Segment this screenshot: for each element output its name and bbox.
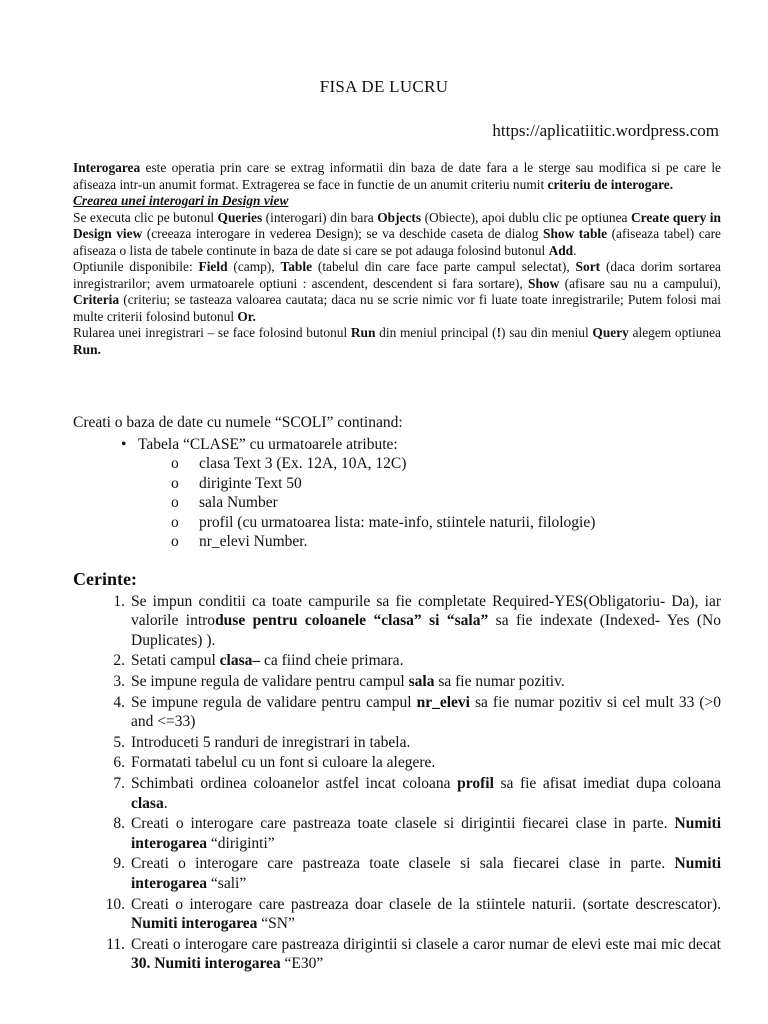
requirements-heading: Cerinte: — [73, 569, 137, 589]
requirement-number: 10. — [105, 895, 125, 913]
requirement-number: 4. — [113, 693, 125, 711]
create-database-section — [73, 413, 721, 552]
requirement-number: 5. — [113, 733, 125, 751]
sub-bullet-glyph: o — [171, 455, 179, 472]
requirement-fragment: sa fie numar pozitiv si cel mult 33 (>0 and <=33) — [131, 693, 721, 731]
attribute-item — [171, 532, 721, 552]
term-show-table: Show table — [543, 226, 608, 241]
requirement-emphasis: clasa– — [219, 652, 261, 670]
requirement-item — [73, 672, 721, 692]
requirement-emphasis: nr_elevi — [416, 693, 470, 711]
requirement-item — [73, 753, 721, 773]
term-query: Query — [592, 325, 629, 340]
requirement-fragment: “SN” — [257, 915, 295, 933]
text-fragment: (criteriu; se tasteaza valoarea cautata; daca nu se scrie nimic vor fi luate toate inregistrarile; Putem folosi mai multe criterii folosind butonul — [73, 292, 721, 324]
text-fragment: Rularea unei inregistrari – se face folosind butonul — [73, 325, 351, 340]
term-show: Show — [528, 275, 560, 291]
attribute-text: clasa Text 3 (Ex. 12A, 10A, 12C) — [199, 455, 407, 472]
term-create-query: Create query in Design view — [73, 209, 721, 241]
requirement-emphasis: 30. Numiti interogarea — [131, 955, 281, 973]
text-fragment: (camp), — [227, 259, 281, 274]
term-interogarea: Interogarea — [73, 160, 141, 175]
requirement-text — [131, 651, 721, 671]
requirement-fragment: Introduceti 5 randuri de inregistrari in tabela. — [131, 733, 411, 751]
document-title: FISA DE LUCRU — [319, 77, 449, 96]
requirement-emphasis: Numiti interogarea — [131, 855, 721, 892]
sub-bullet-glyph: o — [171, 533, 179, 551]
table-bullet — [121, 435, 721, 455]
requirements-list — [73, 592, 721, 974]
intro-section — [73, 160, 721, 358]
requirement-item — [73, 651, 721, 671]
requirement-emphasis: sala — [408, 672, 435, 690]
text-fragment: (Obiecte), apoi dublu clic pe optiunea — [421, 209, 631, 225]
requirement-text — [131, 592, 721, 651]
requirement-text — [131, 753, 721, 773]
requirement-item — [73, 854, 721, 893]
requirement-text — [131, 774, 721, 813]
text-fragment: alegem optiunea — [628, 325, 722, 340]
term-exclamation: ! — [496, 325, 502, 340]
term-sort: Sort — [575, 259, 601, 274]
attribute-text: profil (cu urmatoarea lista: mate-info, stiintele naturii, filologie) — [199, 513, 596, 531]
requirement-fragment: Creati o interogare care pastreaza toate clasele si sala fiecarei clase in parte. — [131, 855, 675, 873]
requirement-emphasis: duse pentru coloanele “clasa” si “sala” — [215, 612, 489, 630]
requirement-emphasis: Numiti interogarea — [131, 815, 721, 852]
requirement-text — [131, 733, 721, 753]
text-fragment: (afiseaza tabel) care afiseaza o lista de tabele continute in baza de date si care se pot adauga folosind butonul — [73, 226, 721, 258]
requirement-emphasis: Numiti interogarea — [131, 915, 258, 933]
intro-paragraph-run — [73, 325, 721, 358]
attribute-item — [171, 454, 721, 474]
create-database-instruction: Creati o baza de date cu numele “SCOLI” continand: — [73, 414, 403, 431]
sub-bullet-glyph: o — [171, 494, 179, 512]
requirement-item — [73, 774, 721, 813]
requirement-emphasis: clasa — [131, 794, 164, 812]
requirement-number: 3. — [113, 672, 125, 690]
term-criteriu: criteriu de interogare. — [547, 176, 674, 192]
requirement-fragment: sa fie numar pozitiv. — [434, 672, 565, 690]
term-table: Table — [280, 259, 313, 274]
attribute-text: diriginte Text 50 — [199, 474, 302, 492]
requirement-number: 1. — [113, 592, 125, 610]
requirement-fragment: Schimbati ordinea coloanelor astfel incat coloana — [131, 774, 458, 792]
text-fragment: (daca dorim sortarea inregistrarilor; avem urmatoarele optiuni : ascendent, descendent si fara sortare), — [73, 259, 721, 291]
requirement-emphasis: profil — [457, 774, 494, 792]
requirement-number: 11. — [106, 935, 125, 953]
term-queries: Queries — [217, 209, 263, 225]
intro-paragraph-steps — [73, 210, 721, 260]
requirement-fragment: “sali” — [207, 874, 247, 892]
text-fragment: (interogari) din bara — [262, 209, 378, 225]
requirement-fragment: Se impune regula de validare pentru campul — [131, 672, 409, 690]
text-fragment: din meniul principal ( — [375, 325, 497, 340]
text-fragment: (creeaza interogare in vederea Design); se va deschide caseta de dialog — [142, 226, 544, 241]
requirement-fragment: ca fiind cheie primara. — [260, 652, 404, 670]
requirement-fragment: Setati campul — [131, 652, 220, 670]
attribute-text: nr_elevi Number. — [199, 533, 308, 551]
attribute-text: sala Number — [199, 494, 278, 512]
requirement-item — [73, 935, 721, 974]
requirement-item — [73, 733, 721, 753]
requirement-text — [131, 814, 721, 853]
requirement-fragment: . — [163, 794, 168, 812]
requirement-text — [131, 895, 721, 934]
requirements-section — [73, 570, 721, 975]
requirement-number: 7. — [113, 774, 125, 792]
attribute-item — [171, 513, 721, 533]
text-fragment: Se executa clic pe butonul — [73, 209, 218, 225]
intro-paragraph-definition — [73, 160, 721, 193]
requirement-item — [73, 693, 721, 732]
term-criteria: Criteria — [73, 292, 120, 307]
requirement-fragment: Se impune regula de validare pentru campul — [131, 693, 417, 711]
requirement-fragment: Creati o interogare care pastreaza toate clasele si dirigintii fiecarei clase in parte. — [131, 815, 675, 833]
requirement-item — [73, 814, 721, 853]
bullet-glyph: • — [121, 435, 127, 453]
requirement-fragment: Formatati tabelul cu un font si culoare la alegere. — [131, 754, 436, 772]
definition-text: este operatia prin care se extrag informatii din baza de date fara a le sterge sau modifica si pe care le afiseaza intr-un anumit format. Extragerea se face in functie de un anumit criteriu numit — [73, 160, 721, 192]
subheading-design-view: Crearea unei interogari in Design view — [73, 193, 289, 208]
text-fragment: (tabelul din care face parte campul selectat), — [312, 259, 576, 274]
text-fragment: ) sau din meniul — [501, 325, 593, 340]
requirement-item — [73, 592, 721, 651]
term-run-option: Run. — [73, 341, 101, 357]
requirement-text — [131, 854, 721, 893]
sub-bullet-glyph: o — [171, 513, 179, 531]
requirement-item — [73, 895, 721, 934]
requirement-fragment: sa fie indexate (Indexed- Yes (No Duplicates) ). — [131, 612, 721, 649]
requirement-fragment: Creati o interogare care pastreaza doar clasele de la stiintele naturii. (sortate descrescator). — [131, 895, 721, 913]
term-objects: Objects — [377, 209, 422, 225]
document-url: https://aplicatiitic.wordpress.com — [492, 121, 719, 140]
sub-bullet-glyph: o — [171, 474, 179, 492]
requirement-number: 6. — [113, 754, 125, 772]
requirement-text — [131, 672, 721, 692]
term-field: Field — [198, 259, 228, 274]
intro-paragraph-options — [73, 259, 721, 325]
requirement-number: 9. — [113, 855, 125, 873]
requirement-fragment: “diriginti” — [207, 834, 275, 852]
text-fragment: Optiunile disponibile: — [73, 259, 199, 274]
requirement-fragment: Se impun conditii ca toate campurile sa fie completate Required-YES(Obligatoriu- Da), iar valorile intro — [131, 592, 721, 630]
term-run: Run — [350, 325, 376, 340]
requirement-fragment: Creati o interogare care pastreaza dirigintii si clasele a caror numar de elevi este mai mic decat — [131, 935, 721, 953]
requirement-fragment: “E30” — [280, 955, 324, 973]
attribute-item — [171, 493, 721, 513]
requirement-number: 2. — [113, 652, 125, 670]
term-or: Or. — [237, 308, 256, 324]
attribute-item — [171, 474, 721, 494]
term-add: Add — [548, 242, 574, 258]
text-fragment: (afisare sau nu a campului), — [559, 275, 721, 291]
text-fragment: . — [573, 242, 577, 258]
attribute-list — [73, 454, 721, 552]
requirement-fragment: sa fie afisat imediat dupa coloana — [493, 774, 721, 792]
requirement-number: 8. — [113, 815, 125, 833]
requirement-text — [131, 935, 721, 974]
requirement-text — [131, 693, 721, 732]
table-description: Tabela “CLASE” cu urmatoarele atribute: — [138, 435, 398, 453]
